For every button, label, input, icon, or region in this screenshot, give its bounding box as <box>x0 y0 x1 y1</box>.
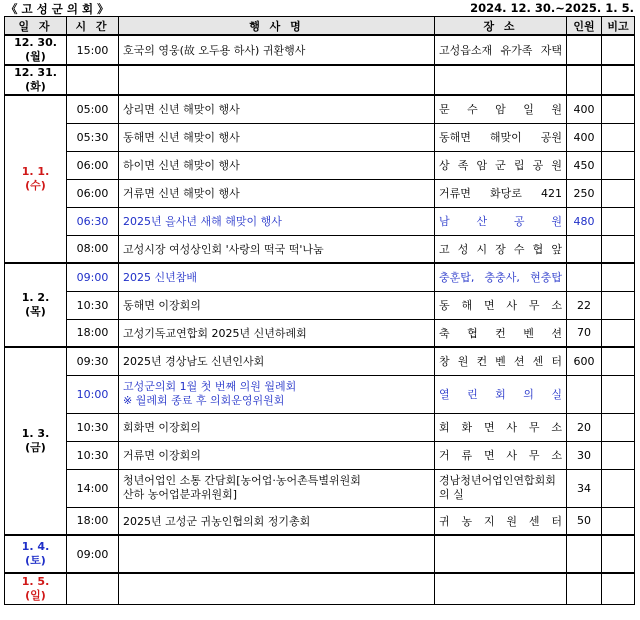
place-cell: 상 족 암 군 립 공 원 <box>435 151 567 179</box>
time-cell: 08:00 <box>67 235 119 263</box>
time-cell: 09:00 <box>67 535 119 573</box>
weekday-text: (수) <box>25 179 46 192</box>
event-cell <box>119 573 435 604</box>
event-cell-line: ※ 월례회 종료 후 의회운영위원회 <box>123 394 285 407</box>
time-cell: 09:00 <box>67 263 119 291</box>
event-cell: 2025년 고성군 귀농인협의회 정기총회 <box>119 507 435 535</box>
attendees-cell <box>567 573 602 604</box>
organization-title: 《 고 성 군 의 회 》 <box>6 2 109 16</box>
header-row <box>5 17 635 36</box>
col-header-date: 일 자 <box>5 17 67 36</box>
place-cell: 고 성 시 장 수 협 앞 <box>435 235 567 263</box>
remarks-cell <box>602 207 635 235</box>
place-cell: 거류면 화당로 421 <box>435 179 567 207</box>
date-text: 1. 1. <box>21 165 50 178</box>
event-cell <box>119 65 435 95</box>
attendees-cell: 600 <box>567 347 602 375</box>
schedule-row <box>5 291 635 319</box>
attendees-cell: 70 <box>567 319 602 347</box>
col-header-place: 장 소 <box>435 17 567 36</box>
attendees-cell: 20 <box>567 413 602 441</box>
remarks-cell <box>602 573 635 604</box>
attendees-cell: 50 <box>567 507 602 535</box>
remarks-cell <box>602 347 635 375</box>
time-cell: 10:30 <box>67 413 119 441</box>
event-cell <box>119 535 435 573</box>
attendees-cell <box>567 65 602 95</box>
place-cell-line: 경남청년어업인연합회회 <box>439 474 556 487</box>
event-cell: 고성기독교연합회 2025년 신년하례회 <box>119 319 435 347</box>
date-cell <box>5 95 67 263</box>
attendees-cell: 250 <box>567 179 602 207</box>
remarks-cell <box>602 95 635 123</box>
place-cell: 열 린 회 의 실 <box>435 375 567 413</box>
schedule-row <box>5 179 635 207</box>
place-cell: 축 협 컨 벤 션 <box>435 319 567 347</box>
schedule-row <box>5 95 635 123</box>
place-cell: 동해면 해맞이 공원 <box>435 123 567 151</box>
event-cell-line: 청년어업인 소통 간담회[농어업·농어촌특별위원회 <box>123 474 361 487</box>
document-header <box>0 0 640 16</box>
event-cell: 2025년 을사년 새해 해맞이 행사 <box>119 207 435 235</box>
time-cell: 06:30 <box>67 207 119 235</box>
time-cell: 10:30 <box>67 291 119 319</box>
schedule-row <box>5 207 635 235</box>
date-text: 1. 4. <box>21 540 50 553</box>
event-cell-line: 고성군의회 1월 첫 번째 의원 월례회 <box>123 380 297 393</box>
event-cell: 거류면 신년 해맞이 행사 <box>119 179 435 207</box>
event-cell: 상리면 신년 해맞이 행사 <box>119 95 435 123</box>
attendees-cell: 30 <box>567 441 602 469</box>
event-cell: 동해면 신년 해맞이 행사 <box>119 123 435 151</box>
schedule-row <box>5 469 635 507</box>
date-cell <box>5 263 67 347</box>
place-cell <box>435 535 567 573</box>
weekday-text: (금) <box>25 441 46 454</box>
remarks-cell <box>602 291 635 319</box>
weekday-text: (일) <box>25 588 46 602</box>
event-cell: 2025년 경상남도 신년인사회 <box>119 347 435 375</box>
time-cell: 06:00 <box>67 179 119 207</box>
place-cell: 문 수 암 일 원 <box>435 95 567 123</box>
remarks-cell <box>602 235 635 263</box>
schedule-row <box>5 123 635 151</box>
remarks-cell <box>602 65 635 95</box>
weekday-text: (화) <box>25 80 46 93</box>
attendees-cell: 480 <box>567 207 602 235</box>
place-cell: 거 류 면 사 무 소 <box>435 441 567 469</box>
date-text: 12. 30. <box>14 36 57 49</box>
schedule-row <box>5 151 635 179</box>
place-cell: 남 산 공 원 <box>435 207 567 235</box>
attendees-cell: 400 <box>567 95 602 123</box>
event-cell-line: 산하 농어업분과위원회] <box>123 488 238 501</box>
place-cell: 동 해 면 사 무 소 <box>435 291 567 319</box>
attendees-cell <box>567 263 602 291</box>
time-cell <box>67 573 119 604</box>
date-cell <box>5 535 67 573</box>
remarks-cell <box>602 263 635 291</box>
time-cell: 09:30 <box>67 347 119 375</box>
attendees-cell <box>567 235 602 263</box>
date-text: 1. 5. <box>21 574 50 588</box>
attendees-cell: 450 <box>567 151 602 179</box>
place-cell: 회 화 면 사 무 소 <box>435 413 567 441</box>
time-cell: 10:30 <box>67 441 119 469</box>
schedule-row <box>5 573 635 604</box>
place-cell <box>435 573 567 604</box>
place-cell <box>435 469 567 507</box>
remarks-cell <box>602 441 635 469</box>
weekday-text: (목) <box>25 305 46 318</box>
schedule-row <box>5 319 635 347</box>
remarks-cell <box>602 413 635 441</box>
date-cell <box>5 65 67 95</box>
event-cell: 하이면 신년 해맞이 행사 <box>119 151 435 179</box>
remarks-cell <box>602 535 635 573</box>
event-cell: 2025 신년참배 <box>119 263 435 291</box>
col-header-remarks: 비고 <box>602 17 635 36</box>
weekday-text: (월) <box>25 50 46 63</box>
schedule-period: 2024. 12. 30.~2025. 1. 5. <box>470 1 634 15</box>
col-header-time: 시 간 <box>67 17 119 36</box>
time-cell: 10:00 <box>67 375 119 413</box>
date-cell <box>5 347 67 535</box>
time-cell <box>67 65 119 95</box>
schedule-row <box>5 375 635 413</box>
attendees-cell <box>567 535 602 573</box>
col-header-event: 행 사 명 <box>119 17 435 36</box>
schedule-table <box>4 16 635 605</box>
place-cell <box>435 65 567 95</box>
date-cell <box>5 35 67 65</box>
schedule-row <box>5 441 635 469</box>
schedule-row <box>5 535 635 573</box>
time-cell: 05:00 <box>67 95 119 123</box>
attendees-cell: 22 <box>567 291 602 319</box>
remarks-cell <box>602 179 635 207</box>
place-cell: 창 원 컨 벤 션 센 터 <box>435 347 567 375</box>
time-cell: 14:00 <box>67 469 119 507</box>
event-cell: 호국의 영웅(故 오두용 하사) 귀환행사 <box>119 35 435 65</box>
col-header-attendees: 인원 <box>567 17 602 36</box>
time-cell: 18:00 <box>67 319 119 347</box>
date-text: 12. 31. <box>14 66 57 79</box>
event-cell <box>119 375 435 413</box>
time-cell: 05:30 <box>67 123 119 151</box>
event-cell: 회화면 이장회의 <box>119 413 435 441</box>
schedule-row <box>5 65 635 95</box>
schedule-row <box>5 263 635 291</box>
remarks-cell <box>602 469 635 507</box>
remarks-cell <box>602 123 635 151</box>
time-cell: 15:00 <box>67 35 119 65</box>
remarks-cell <box>602 151 635 179</box>
schedule-row <box>5 507 635 535</box>
weekday-text: (토) <box>25 554 46 567</box>
event-cell <box>119 469 435 507</box>
attendees-cell: 34 <box>567 469 602 507</box>
place-cell-line: 의 실 <box>439 488 464 501</box>
attendees-cell <box>567 375 602 413</box>
place-cell: 고성읍소재 유가족 자택 <box>435 35 567 65</box>
time-cell: 18:00 <box>67 507 119 535</box>
event-cell: 거류면 이장회의 <box>119 441 435 469</box>
date-text: 1. 2. <box>21 291 50 304</box>
date-cell <box>5 573 67 604</box>
schedule-row <box>5 347 635 375</box>
schedule-row <box>5 35 635 65</box>
remarks-cell <box>602 319 635 347</box>
schedule-row <box>5 235 635 263</box>
event-cell: 고성시장 여성상인회 '사랑의 떡국 떡'나눔 <box>119 235 435 263</box>
date-text: 1. 3. <box>21 427 50 440</box>
place-cell: 충훈탑, 충충사, 현충탑 <box>435 263 567 291</box>
place-cell: 귀 농 지 원 센 터 <box>435 507 567 535</box>
remarks-cell <box>602 507 635 535</box>
remarks-cell <box>602 375 635 413</box>
schedule-row <box>5 413 635 441</box>
remarks-cell <box>602 35 635 65</box>
event-cell: 동해면 이장회의 <box>119 291 435 319</box>
attendees-cell: 400 <box>567 123 602 151</box>
time-cell: 06:00 <box>67 151 119 179</box>
attendees-cell <box>567 35 602 65</box>
